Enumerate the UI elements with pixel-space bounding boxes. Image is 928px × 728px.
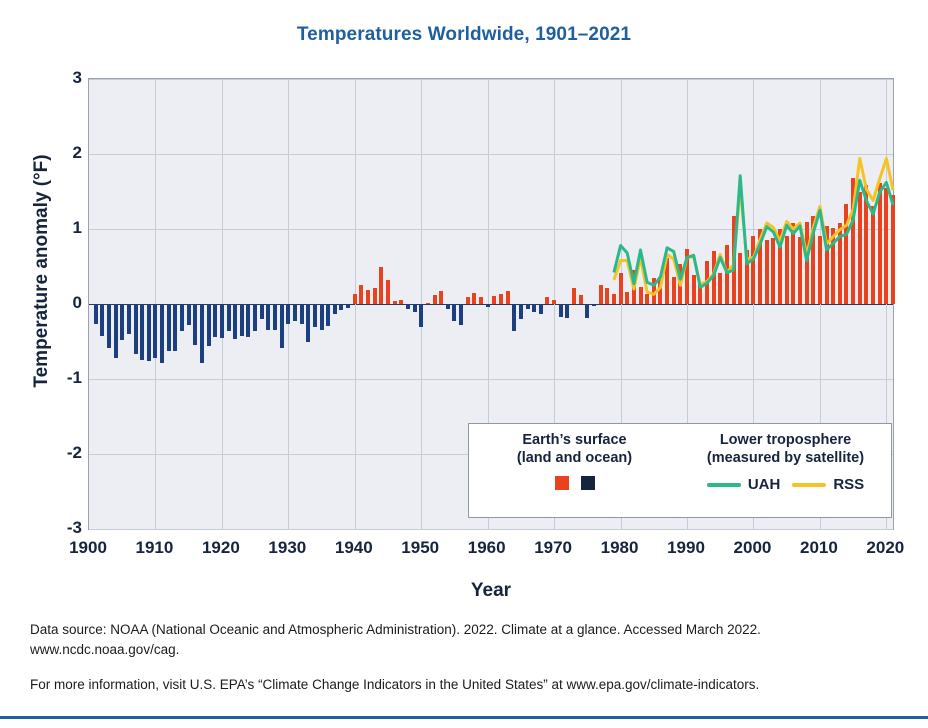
legend-satellite-group xyxy=(680,424,891,517)
y-tick-label: 1 xyxy=(72,218,82,237)
x-tick-label: 1900 xyxy=(69,538,107,557)
x-tick-label: 2000 xyxy=(733,538,772,557)
x-tick-label: 1950 xyxy=(401,538,440,557)
y-tick-label: 2 xyxy=(72,143,82,162)
legend-satellite-keys xyxy=(686,476,885,493)
legend-rss-key xyxy=(792,476,864,493)
legend-surface-keys xyxy=(475,476,674,490)
x-axis-ticks xyxy=(69,538,905,562)
legend-uah-key xyxy=(707,476,781,493)
legend-surface-group xyxy=(469,424,680,517)
y-tick-label: -3 xyxy=(66,518,82,537)
y-tick-label: -1 xyxy=(66,368,82,387)
x-axis-label: Year xyxy=(470,580,512,601)
x-tick-label: 2010 xyxy=(799,538,838,557)
x-tick-label: 1970 xyxy=(534,538,573,557)
bottom-divider xyxy=(0,716,928,719)
x-tick-label: 2020 xyxy=(866,538,905,557)
y-axis-ticks xyxy=(30,68,82,537)
legend-rss-line-icon xyxy=(792,483,826,487)
x-tick-label: 1990 xyxy=(667,538,705,557)
legend-swatch-negative-icon xyxy=(581,476,595,490)
x-tick-label: 1910 xyxy=(135,538,174,557)
y-axis-label: Temperature anomaly (°F) xyxy=(31,154,52,388)
legend-swatch-positive-icon xyxy=(555,476,569,490)
legend-uah-line-icon xyxy=(707,483,741,487)
x-tick-label: 1960 xyxy=(467,538,506,557)
x-tick-label: 1920 xyxy=(201,538,240,557)
legend-surface-title-line1: Earth’s surface xyxy=(522,432,627,448)
legend-rss-label: RSS xyxy=(833,476,865,494)
legend-surface-title-line2: (land and ocean) xyxy=(516,449,633,466)
more-info-note: For more information, visit U.S. EPA’s “Climate Change Indicators in the United States” at www.epa.gov/climate-indicators. xyxy=(30,676,760,692)
x-tick-label: 1930 xyxy=(268,538,307,557)
legend-satellite-title xyxy=(686,432,885,467)
chart-legend xyxy=(468,423,892,518)
legend-uah-label: UAH xyxy=(747,476,781,494)
y-tick-label: -2 xyxy=(66,443,82,462)
footer-notes xyxy=(30,620,900,695)
y-tick-label: 3 xyxy=(72,68,82,87)
y-tick-label: 0 xyxy=(72,293,82,312)
legend-surface-title xyxy=(475,432,674,467)
data-source-line1: Data source: NOAA (National Oceanic and Atmospheric Administration). 2022. Climate at a glance. Accessed March 2022. xyxy=(30,622,761,637)
x-tick-label: 1940 xyxy=(334,538,373,557)
legend-satellite-title-line2: (measured by satellite) xyxy=(706,449,865,466)
legend-satellite-title-line1: Lower troposphere xyxy=(719,432,852,448)
data-source-note xyxy=(30,620,900,661)
uah-line xyxy=(614,176,893,288)
x-tick-label: 1980 xyxy=(600,538,639,557)
chart-title: Temperatures Worldwide, 1901–2021 xyxy=(296,24,632,45)
data-source-line2: www.ncdc.noaa.gov/cag. xyxy=(30,642,180,658)
gridline-horizontal xyxy=(89,529,893,530)
